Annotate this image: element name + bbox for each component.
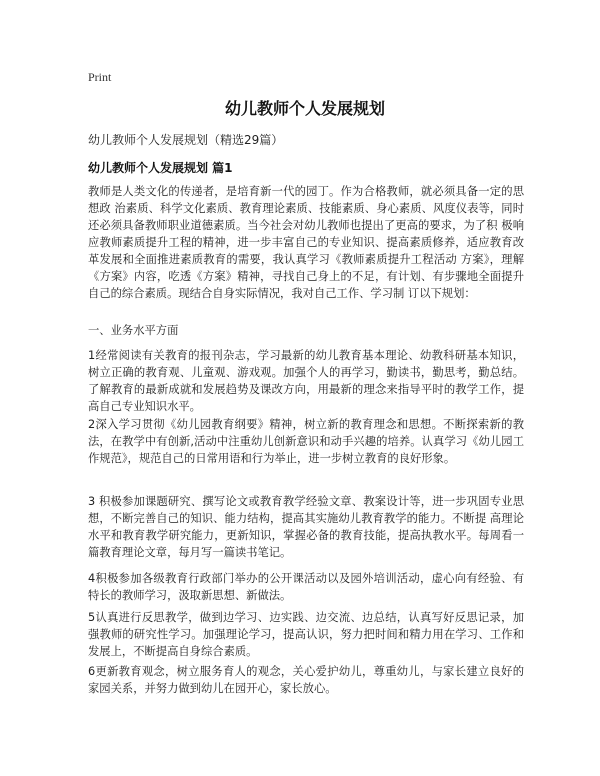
document-title: 幼儿教师个人发展规划 (224, 99, 385, 118)
list-item-3: 3 积极参加课题研究、撰写论文或教育教学经验文章、教案设计等，进一步巩固专业思想，不断完善自己的知识、能力结构，提高其实施幼儿教育教学的能力。不断提 高理论水平和教育教学研究能力，更新知识，掌握必备的教育技能，提高执教水平。每周看一篇教育理论文章，每月写一篇读书笔记。 (88, 495, 524, 559)
section1-heading: 一、业务水平方面 (88, 324, 179, 337)
print-link[interactable]: Print (88, 70, 112, 84)
section-heading: 幼儿教师个人发展规划 篇1 (88, 161, 233, 175)
list-item-6: 6更新教育观念，树立服务育人的观念，关心爱护幼儿，尊重幼儿，与家长建立良好的家园关系，并努力做到幼儿在园开心，家长放心。 (88, 665, 524, 695)
list-item-5: 5认真进行反思教学，做到边学习、边实践、边交流、边总结，认真写好反思记录，加强教师的研究性学习。加强理论学习，提高认识，努力把时间和精力用在学习、工作和发展上，不断提高自身综合素质。 (88, 611, 524, 658)
document-subtitle: 幼儿教师个人发展规划（精选29篇） (88, 133, 284, 147)
list-item-1: 1经常阅读有关教育的报刊杂志，学习最新的幼儿教育基本理论、幼教科研基本知识，树立正确的教育观、儿童观、游戏观。加强个人的再学习，勤读书，勤思考，勤总结。了解教育的最新成就和发展趋势及课改方向，用最新的理念来指导平时的教学工作，提高自己专业知识水平。 (88, 349, 524, 413)
intro-paragraph: 教师是人类文化的传递者，是培育新一代的园丁。作为合格教师，就必须具备一定的思想政 治素质、科学文化素质、教育理论素质、技能素质、身心素质、风度仪表等，同时还必须具备教师职业道德素质。当今社会对幼儿教师也提出了更高的要求，为了积 极响应教师素质提升工程的精神，进一步丰富自己的专业知识、提高素质修养，适应教育改革发展和全面推进素质教育的需要，我认真学习《教师素质提升工程活动 方案》，理解《方案》内容，吃透《方案》精神，寻找自己身上的不足，有计划、有步骤地全面提升自己的综合素质。现结合自身实际情况，我对自己工作、学习制 订以下规划： (88, 185, 524, 300)
list-item-2: 2深入学习贯彻《幼儿园教育纲要》精神，树立新的教育理念和思想。不断探索新的教法，在教学中有创新,活动中注重幼儿创新意识和动手兴趣的培养。认真学习《幼儿园工作规范》，规范自己的日常用语和行为举止，进一步树立教育的良好形象。 (88, 418, 524, 465)
list-item-4: 4积极参加各级教育行政部门举办的公开课活动以及园外培训活动，虚心向有经验、有特长的教师学习，汲取新思想、新做法。 (88, 572, 524, 602)
